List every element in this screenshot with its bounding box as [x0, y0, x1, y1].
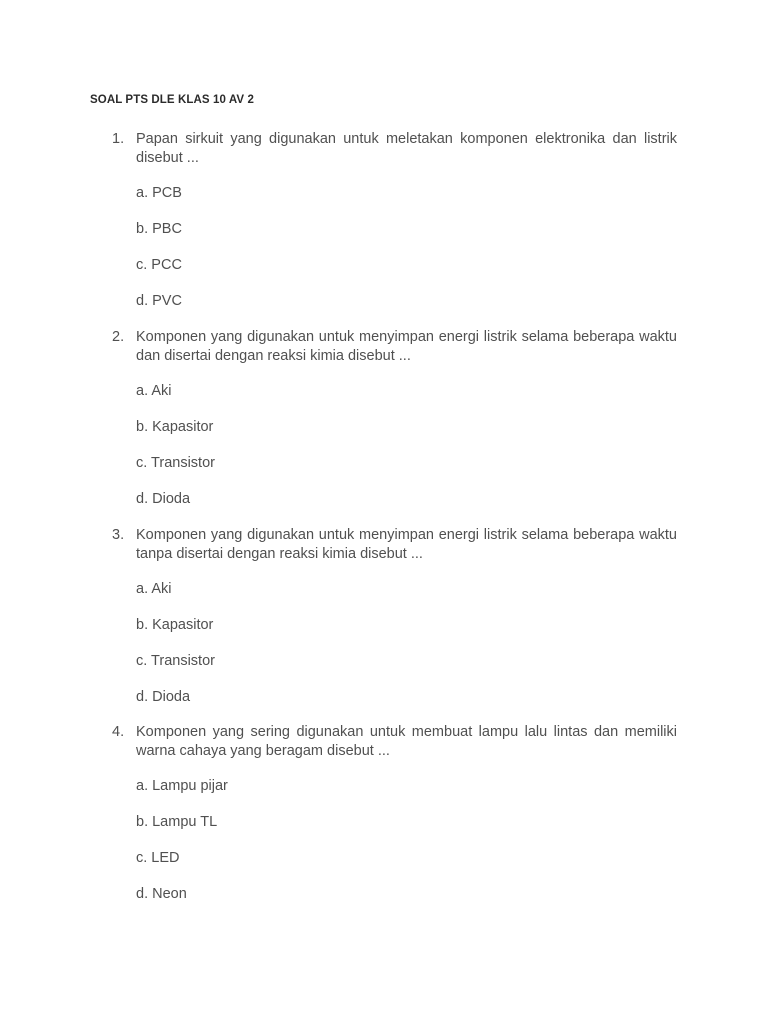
option-b: b. PBC — [136, 221, 182, 237]
option-a: a. PCB — [136, 185, 182, 201]
question-number: 1. — [112, 131, 125, 147]
option-d: d. Dioda — [136, 491, 191, 507]
question-text: Papan sirkuit yang digunakan untuk meletakan komponen elektronika dan listrik disebut ... — [136, 131, 677, 166]
option-b: b. Kapasitor — [136, 617, 214, 633]
option-a: a. Lampu pijar — [136, 778, 228, 794]
option-d: d. Dioda — [136, 689, 191, 705]
question-number: 3. — [112, 527, 125, 543]
question-number: 4. — [112, 724, 125, 740]
question-text: Komponen yang digunakan untuk menyimpan energi listrik selama beberapa waktu dan disertai dengan reaksi kimia disebut ... — [136, 329, 677, 364]
question-text: Komponen yang digunakan untuk menyimpan energi listrik selama beberapa waktu tanpa disertai dengan reaksi kimia disebut ... — [136, 527, 677, 562]
option-c: c. Transistor — [136, 455, 215, 471]
option-a: a. Aki — [136, 383, 172, 399]
option-b: b. Lampu TL — [136, 814, 218, 830]
option-a: a. Aki — [136, 581, 172, 597]
question-number: 2. — [112, 329, 125, 345]
option-d: d. PVC — [136, 293, 182, 309]
option-c: c. LED — [136, 850, 180, 866]
option-c: c. Transistor — [136, 653, 215, 669]
question-text: Komponen yang sering digunakan untuk membuat lampu lalu lintas dan memiliki warna cahaya yang beragam disebut ... — [136, 724, 677, 759]
document-title: SOAL PTS DLE KLAS 10 AV 2 — [90, 94, 254, 106]
option-c: c. PCC — [136, 257, 182, 273]
option-b: b. Kapasitor — [136, 419, 214, 435]
option-d: d. Neon — [136, 886, 187, 902]
